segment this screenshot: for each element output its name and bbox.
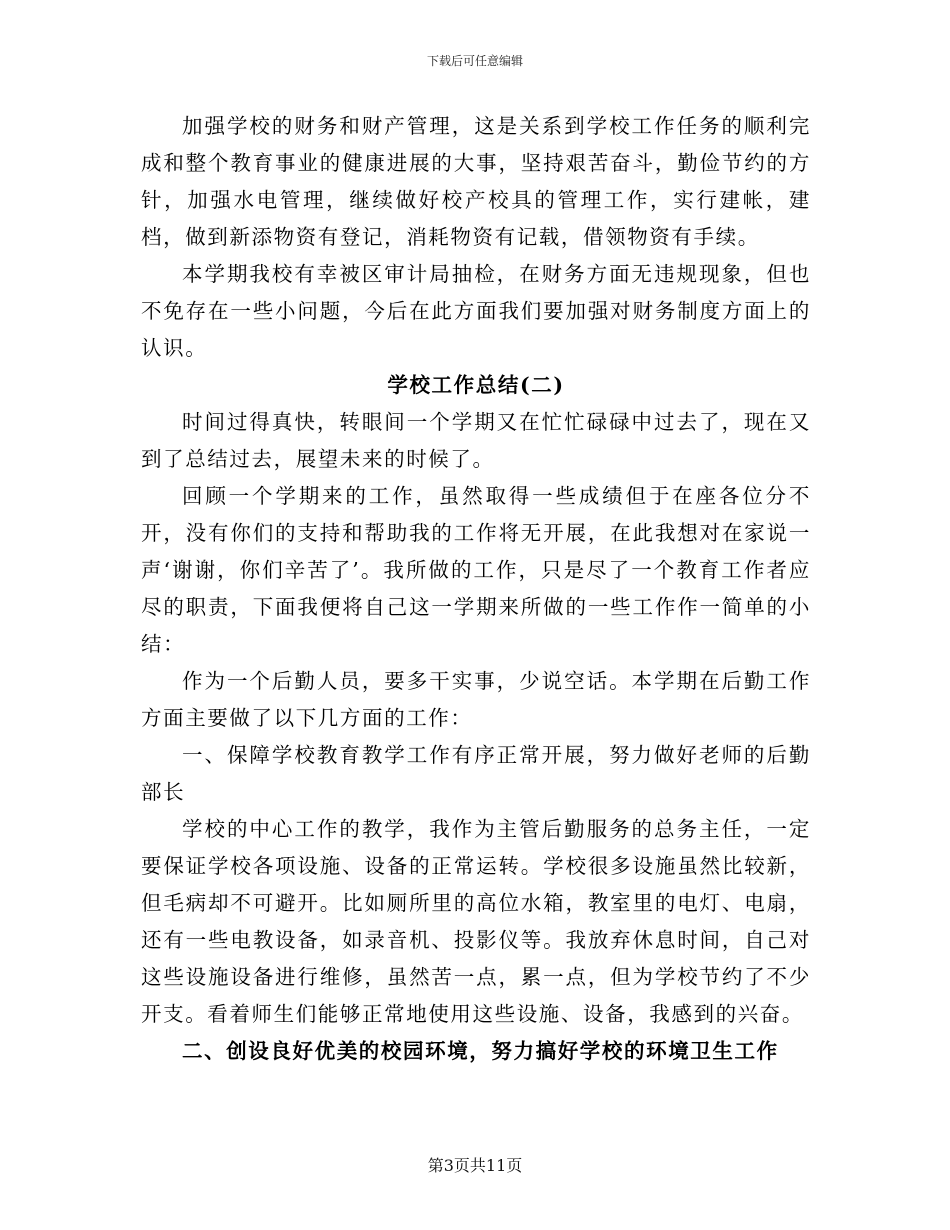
paragraph-heading-one: 一、保障学校教育教学工作有序正常开展，努力做好老师的后勤部长 [141, 743, 811, 804]
page-footer: 第3页共11页 [427, 1156, 523, 1175]
paragraph-maintenance: 学校的中心工作的教学，我作为主管后勤服务的总务主任，一定要保证学校各项设施、设备的正常运转。学校很多设施虽然比较新，但毛病却不可避开。比如厕所里的高位水箱，教室里的电灯、电扇，还有一些电教设备，如录音机、投影仪等。我放弃休息时间，自己对这些设施设备进行维修，虽然苦一点，累一点，但为学校节约了不少开支。看着师生们能够正常地使用这些设施、设备，我感到的兴奋。 [141, 817, 811, 1026]
paragraph-review: 回顾一个学期来的工作，虽然取得一些成绩但于在座各位分不开，没有你们的支持和帮助我的工作将无开展，在此我想对在家说一声‘谢谢，你们辛苦了’。我所做的工作，只是尽了一个教育工作者应尽的职责，下面我便将自己这一学期来所做的一些工作作一简单的小结： [141, 484, 811, 656]
paragraph-intro: 时间过得真快，转眼间一个学期又在忙忙碌碌中过去了，现在又到了总结过去，展望未来的时候了。 [141, 410, 811, 471]
section-title: 学校工作总结(二) [387, 373, 565, 397]
paragraph-logistics-role: 作为一个后勤人员，要多干实事，少说空话。本学期在后勤工作方面主要做了以下几方面的工作： [141, 669, 811, 730]
page-header: 下载后可任意编辑 [426, 54, 523, 68]
document-body [141, 108, 811, 1070]
heading-two: 二、创设良好优美的校园环境，努力搞好学校的环境卫生工作 [182, 1039, 779, 1063]
paragraph-audit: 本学期我校有幸被区审计局抽检，在财务方面无违规现象，但也不免存在一些小问题，今后在此方面我们要加强对财务制度方面上的认识。 [141, 262, 811, 360]
paragraph-finance-management: 加强学校的财务和财产管理，这是关系到学校工作任务的顺利完成和整个教育事业的健康进展的大事，坚持艰苦奋斗，勤俭节约的方针，加强水电管理，继续做好校产校具的管理工作，实行建帐，建档，做到新添物资有登记，消耗物资有记载，借领物资有手续。 [141, 114, 811, 249]
